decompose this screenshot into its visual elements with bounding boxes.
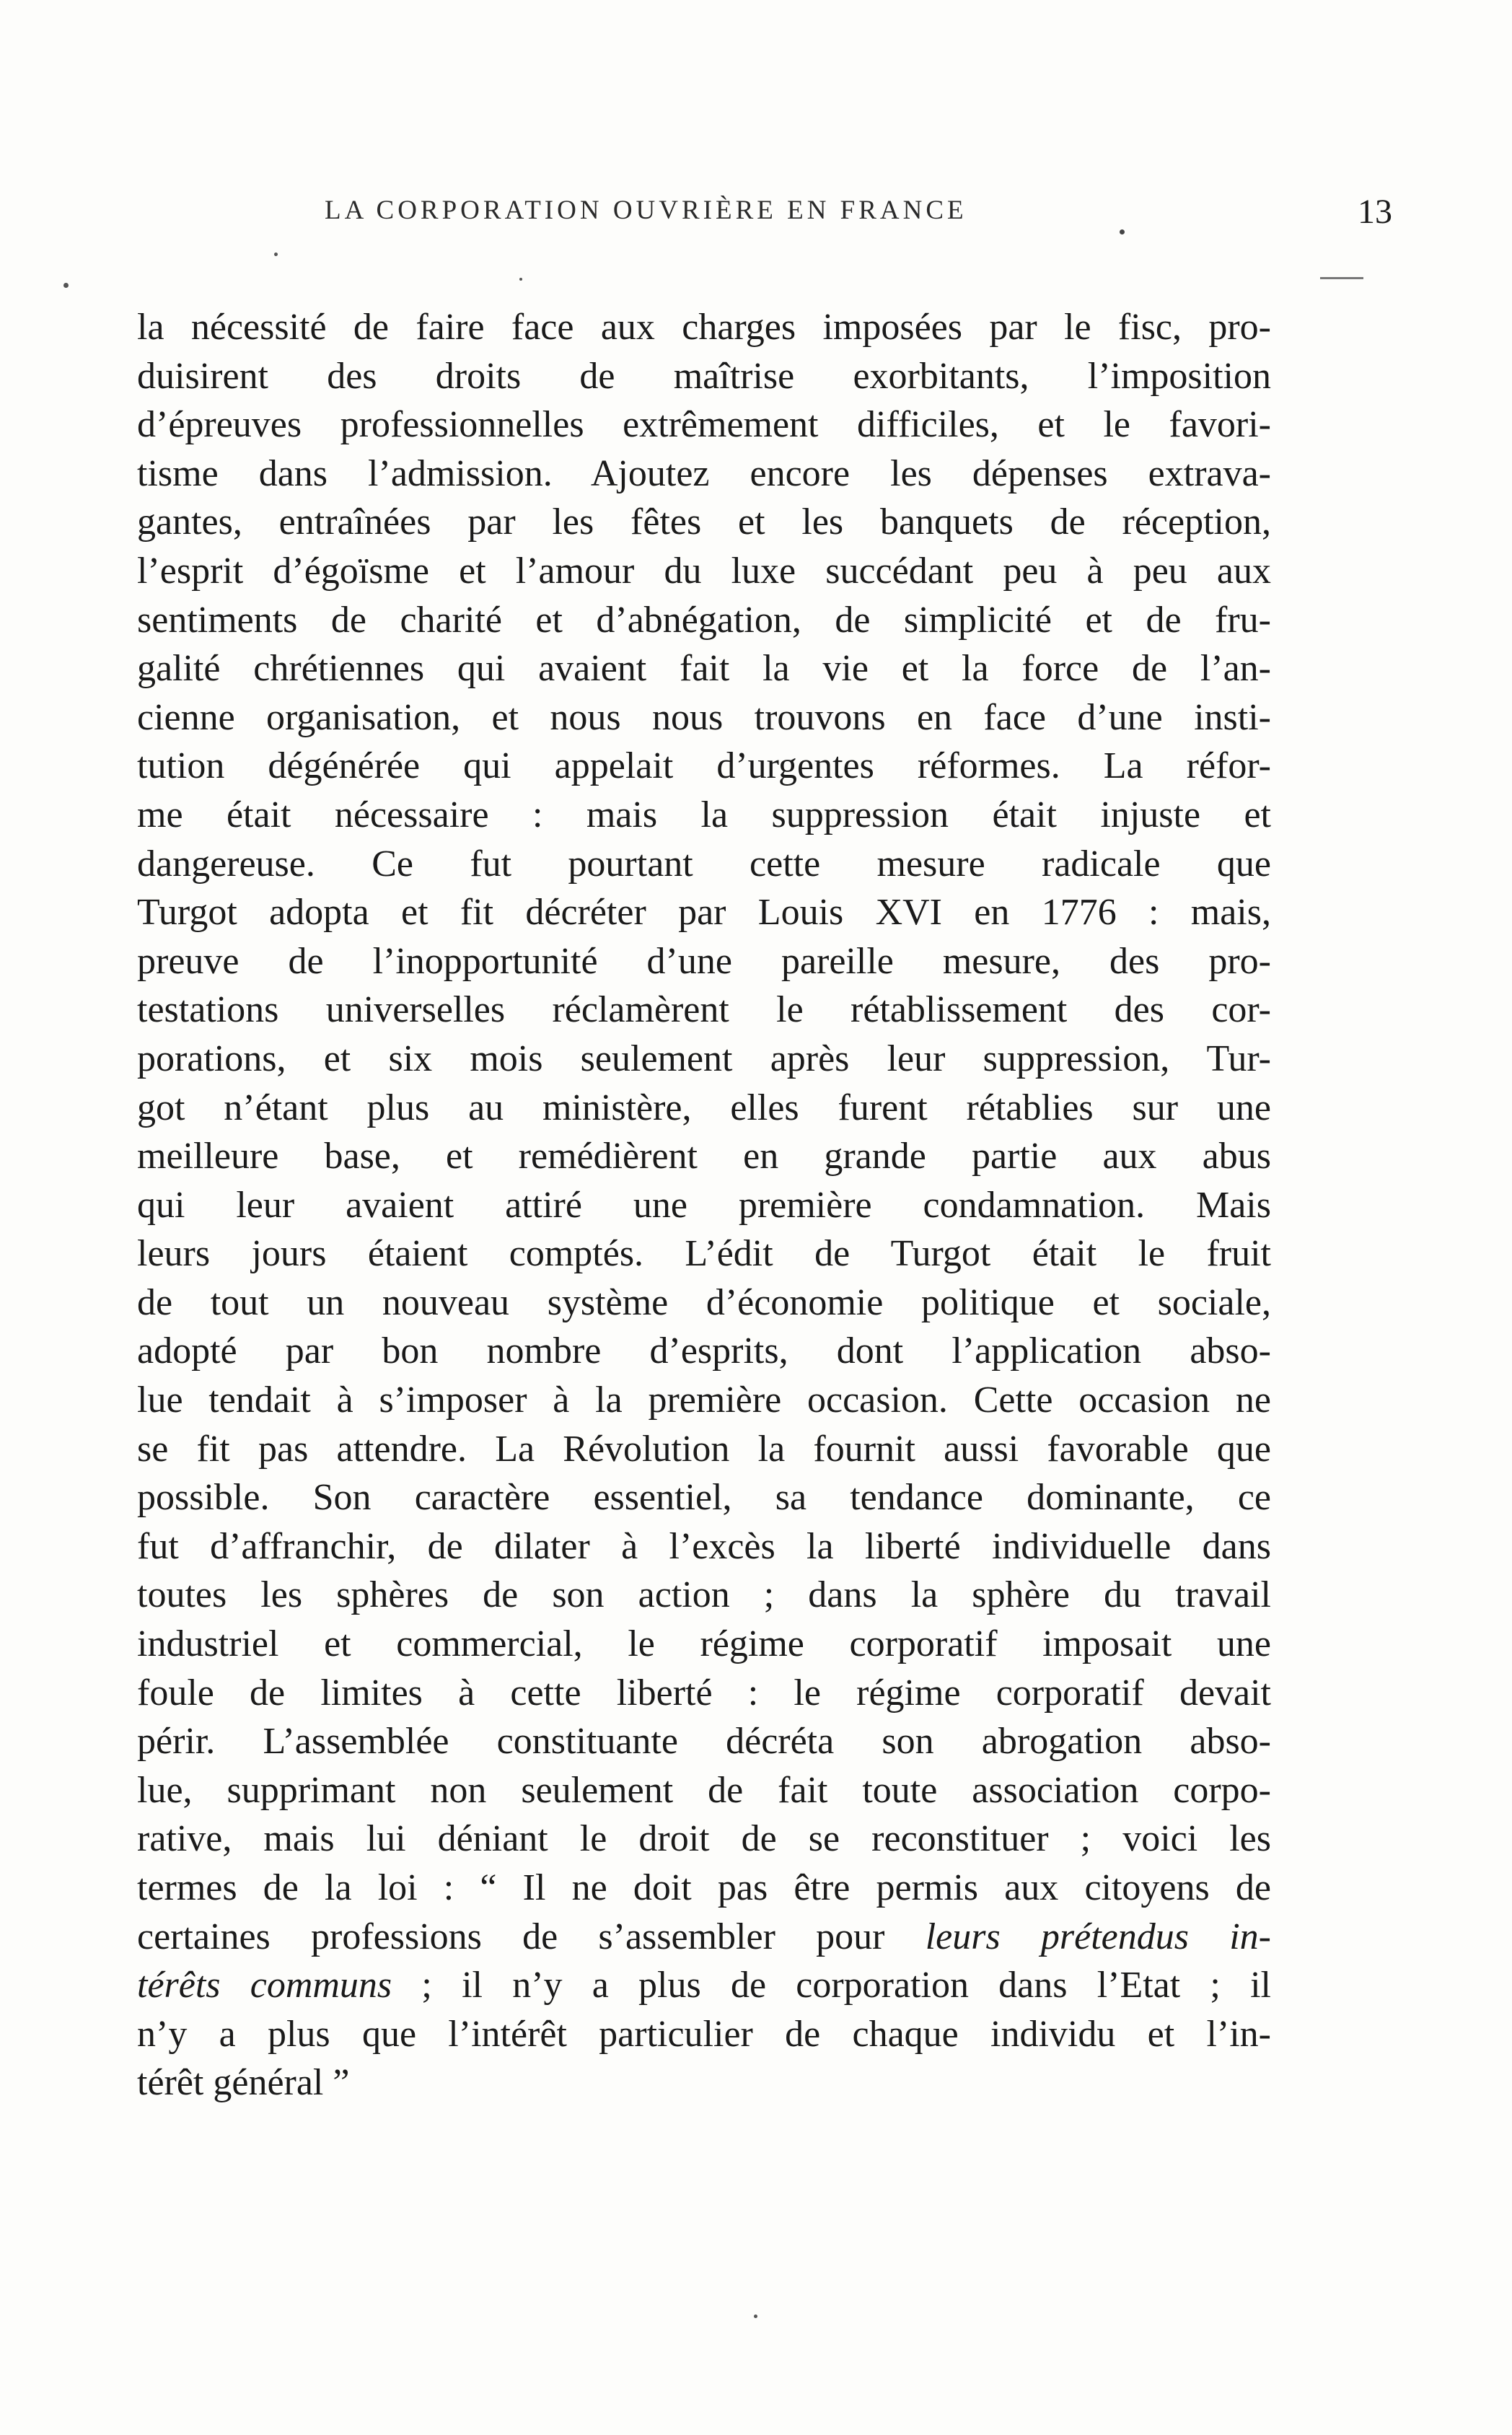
ink-speck <box>1120 229 1125 234</box>
text-segment: certaines professions de s’assembler pour <box>137 1916 885 1957</box>
text-line: got n’étant plus au ministère, elles furent rétablies sur une <box>137 1087 1271 1128</box>
text-line: la nécessité de faire face aux charges imposées par le fisc, pro- <box>137 307 1271 348</box>
text-line: adopté par bon nombre d’esprits, dont l’application abso- <box>137 1330 1271 1372</box>
text-line: térêt général ” <box>137 2062 350 2104</box>
text-line: l’esprit d’égoïsme et l’amour du luxe succédant peu à peu aux <box>137 550 1271 592</box>
text-line: possible. Son caractère essentiel, sa tendance dominante, ce <box>137 1477 1271 1519</box>
text-line: fut d’affranchir, de dilater à l’excès la liberté individuelle dans <box>137 1525 1271 1567</box>
ink-mark <box>1320 277 1363 279</box>
text-line: meilleure base, et remédièrent en grande partie aux abus <box>137 1136 1271 1177</box>
text-line: galité chrétiennes qui avaient fait la vie et la force de l’an- <box>137 648 1271 690</box>
ink-speck <box>63 283 69 288</box>
text-segment: ; il n’y a plus de corporation dans l’Etat ; il <box>392 1965 1271 2006</box>
text-line: n’y a plus que l’intérêt particulier de chaque individu et l’in- <box>137 2013 1271 2055</box>
text-line: qui leur avaient attiré une première condamnation. Mais <box>137 1184 1271 1226</box>
text-line: rative, mais lui déniant le droit de se reconstituer ; voici les <box>137 1818 1271 1860</box>
text-line <box>137 1961 1271 2010</box>
text-line: leurs jours étaient comptés. L’édit de Turgot était le fruit <box>137 1233 1271 1275</box>
italic-phrase: leurs prétendus in- <box>925 1916 1271 1957</box>
text-line: périr. L’assemblée constituante décréta son abrogation abso- <box>137 1721 1271 1763</box>
text-line: porations, et six mois seulement après leur suppression, Tur- <box>137 1037 1271 1079</box>
text-line: d’épreuves professionnelles extrêmement difficiles, et le favori- <box>137 404 1271 446</box>
text-line: testations universelles réclamèrent le rétablissement des cor- <box>137 989 1271 1031</box>
text-line: preuve de l’inopportunité d’une pareille mesure, des pro- <box>137 940 1271 982</box>
text-line: duisirent des droits de maîtrise exorbitants, l’imposition <box>137 355 1271 397</box>
ink-speck <box>274 253 278 256</box>
text-line: gantes, entraînées par les fêtes et les banquets de réception, <box>137 501 1271 543</box>
text-line: foule de limites à cette liberté : le régime corporatif devait <box>137 1672 1271 1714</box>
text-line: toutes les sphères de son action ; dans la sphère du travail <box>137 1574 1271 1616</box>
italic-phrase: térêts communs <box>137 1965 392 2006</box>
text-line: Turgot adopta et fit décréter par Louis XVI en 1776 : mais, <box>137 892 1271 934</box>
text-line: lue, supprimant non seulement de fait toute association corpo- <box>137 1769 1271 1811</box>
text-line: lue tendait à s’imposer à la première occasion. Cette occasion ne <box>137 1379 1271 1421</box>
text-line: cienne organisation, et nous nous trouvons en face d’une insti- <box>137 696 1271 738</box>
text-line: termes de la loi : “ Il ne doit pas être permis aux citoyens de <box>137 1867 1271 1908</box>
text-line: tisme dans l’admission. Ajoutez encore les dépenses extrava- <box>137 452 1271 494</box>
page-number: 13 <box>1358 193 1392 231</box>
body-text <box>137 303 1271 2107</box>
text-line: se fit pas attendre. La Révolution la fournit aussi favorable que <box>137 1428 1271 1470</box>
running-title: LA CORPORATION OUVRIÈRE EN FRANCE <box>325 196 967 225</box>
ink-speck <box>754 2315 757 2318</box>
text-line: industriel et commercial, le régime corporatif imposait une <box>137 1623 1271 1665</box>
text-line: dangereuse. Ce fut pourtant cette mesure radicale que <box>137 843 1271 885</box>
running-head <box>325 195 1392 245</box>
text-line: me était nécessaire : mais la suppression était injuste et <box>137 794 1271 835</box>
text-line <box>137 1913 1271 1962</box>
text-line: tution dégénérée qui appelait d’urgentes réformes. La réfor- <box>137 745 1271 787</box>
text-line: sentiments de charité et d’abnégation, de simplicité et de fru- <box>137 599 1271 641</box>
text-line: de tout un nouveau système d’économie politique et sociale, <box>137 1281 1271 1323</box>
ink-speck <box>519 278 522 281</box>
